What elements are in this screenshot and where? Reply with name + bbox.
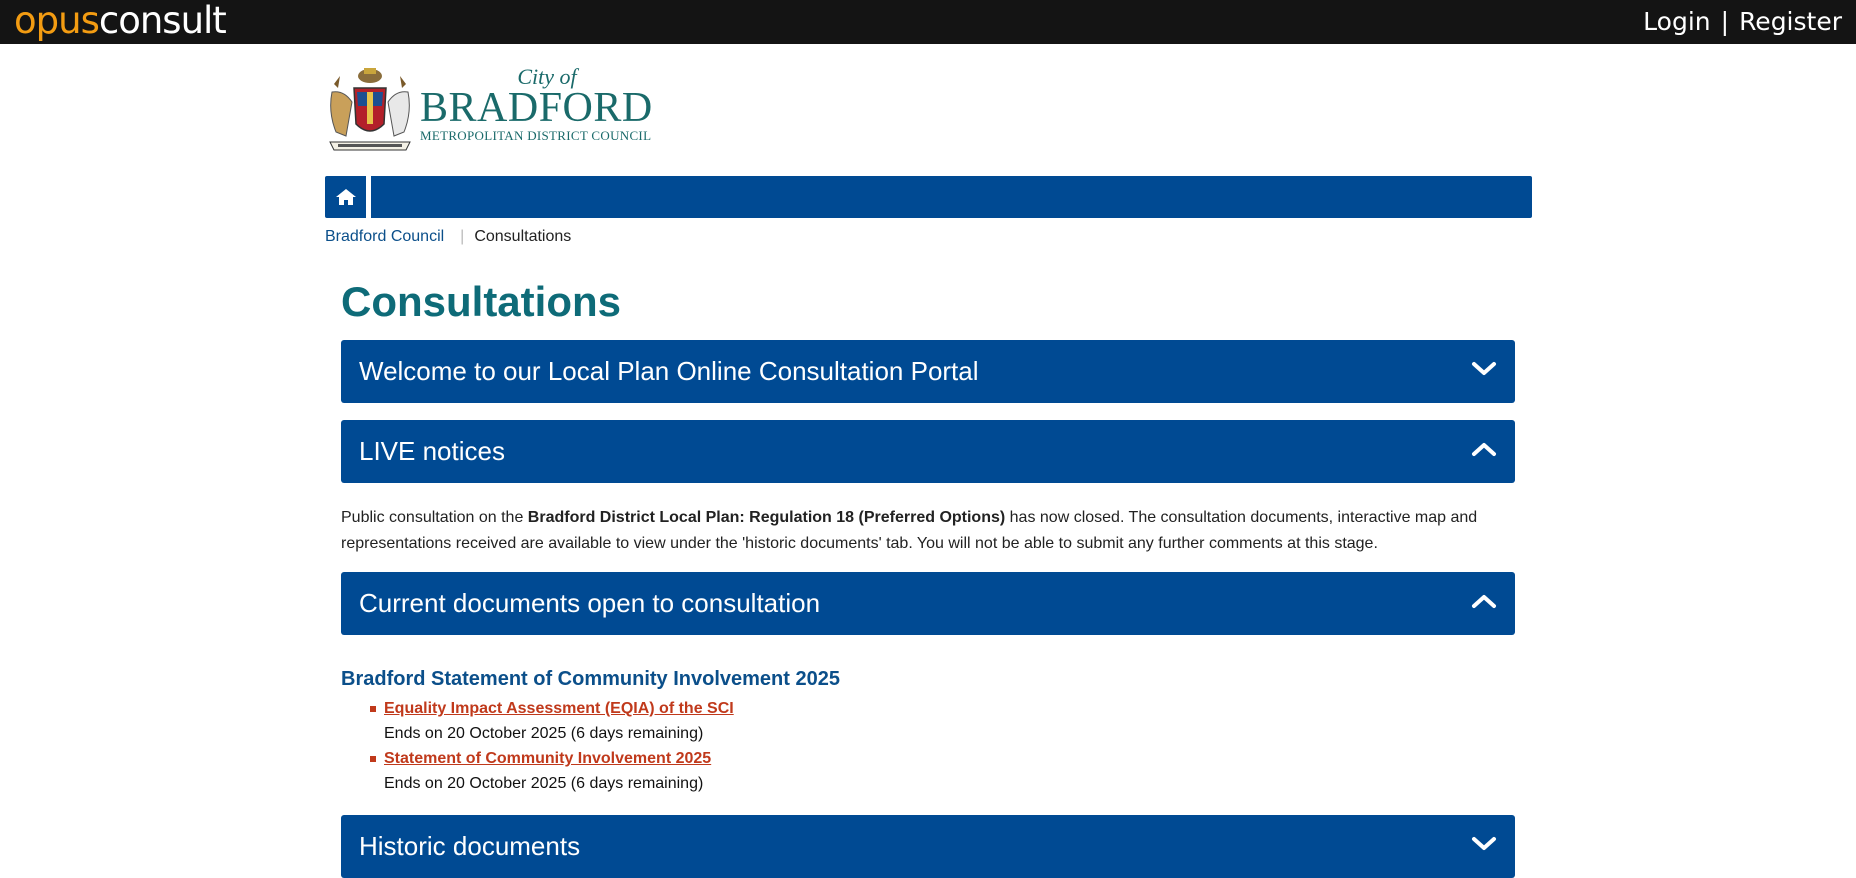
page-title: Consultations [341,278,621,325]
welcome-panel-header[interactable] [341,340,1515,403]
bullet-icon [370,706,376,712]
logo-name: BRADFORD [420,85,653,131]
live-notices-panel-title: LIVE notices [359,436,505,466]
chevron-up-icon [1471,436,1497,462]
document-end-date: Ends on 20 October 2025 (6 days remaining) [384,775,704,792]
bullet-icon [370,756,376,762]
document-end-date: Ends on 20 October 2025 (6 days remaining) [384,725,704,742]
coat-of-arms-icon [324,62,416,158]
auth-links [1643,0,1842,44]
logo-city-of: City of [517,64,577,89]
document-list [370,697,734,797]
document-link[interactable]: Statement of Community Involvement 2025 [384,750,712,767]
current-documents-panel-title: Current documents open to consultation [359,588,821,618]
opusconsult-logo[interactable] [14,0,226,44]
notice-text-bold: Bradford District Local Plan: Regulation 18 (Preferred Options) [527,509,1006,526]
notice-text-after: has now closed. The consultation documents, interactive map and representations received are available to view under the 'historic documents' tab. You will not be able to submit any further comments at this stage. [341,509,1478,552]
logo-subtitle: METROPOLITAN DISTRICT COUNCIL [420,128,652,143]
breadcrumb [325,226,571,248]
live-notice-text [341,505,1515,557]
breadcrumb-current: Consultations [474,228,572,245]
list-item [370,697,734,747]
breadcrumb-separator: | [460,228,465,245]
live-notices-panel-header[interactable] [341,420,1515,483]
top-bar [0,0,1856,44]
chevron-up-icon [1471,588,1497,614]
document-group-title: Bradford Statement of Community Involvement 2025 [341,668,840,690]
brand-opus: opus [14,0,99,42]
welcome-panel-title: Welcome to our Local Plan Online Consultation Portal [359,356,979,386]
document-link[interactable]: Equality Impact Assessment (EQIA) of the SCI [384,700,734,717]
login-link[interactable]: Login [1643,7,1711,36]
historic-documents-panel-header[interactable] [341,815,1515,878]
chevron-down-icon [1471,831,1497,857]
chevron-down-icon [1471,356,1497,382]
current-documents-panel-header[interactable] [341,572,1515,635]
brand-consult: consult [98,0,226,42]
logo-text [420,66,664,144]
list-item [370,747,734,797]
home-icon [335,188,357,206]
main-nav-bar [325,176,1532,218]
notice-text-before: Public consultation on the [341,509,528,526]
home-button[interactable] [325,176,371,218]
auth-separator: | [1720,7,1730,36]
breadcrumb-home-link[interactable]: Bradford Council [325,228,445,245]
historic-documents-panel-title: Historic documents [359,831,581,861]
register-link[interactable]: Register [1739,7,1842,36]
council-logo[interactable] [324,62,664,158]
